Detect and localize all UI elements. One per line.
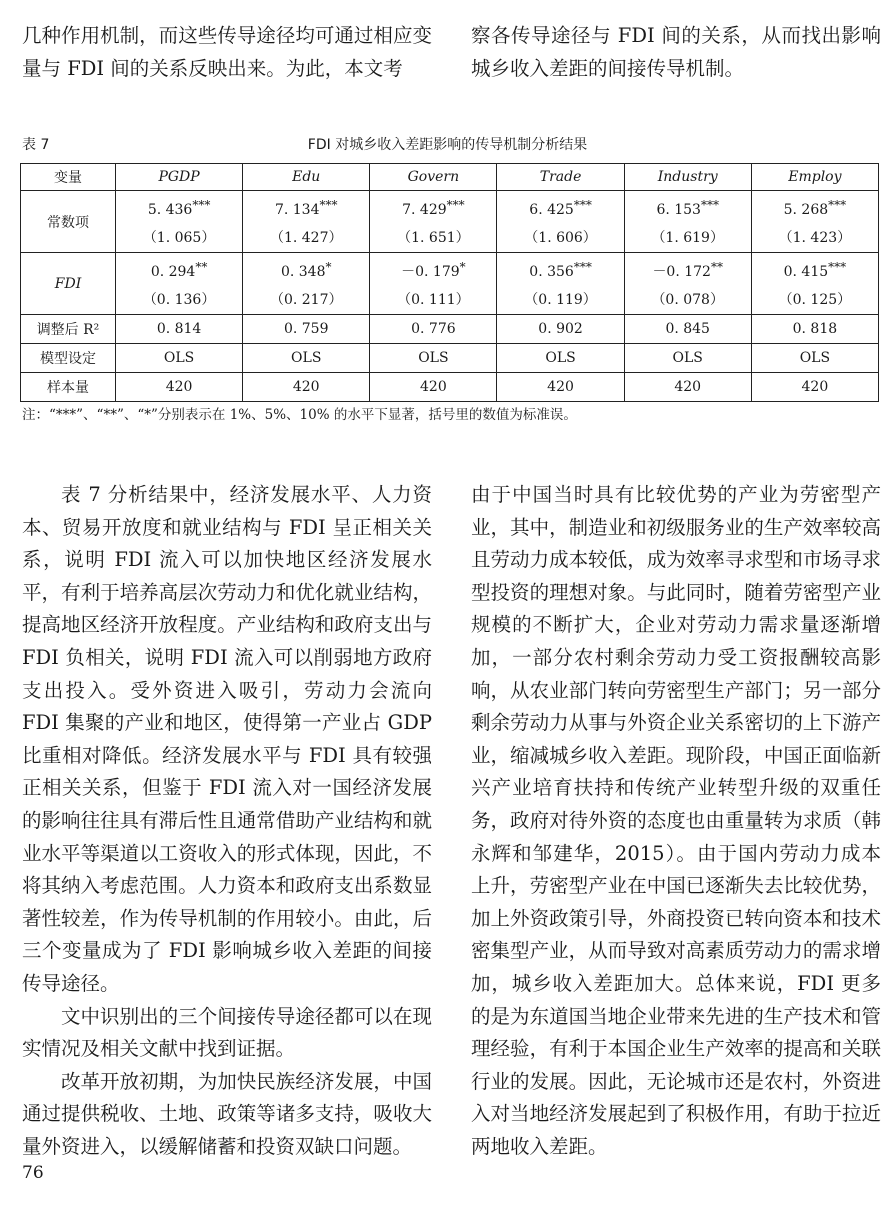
coef-value: －0. 179: [401, 264, 460, 280]
model-cell: OLS: [370, 344, 497, 373]
significance-stars: **: [195, 260, 208, 274]
significance-stars: ***: [828, 260, 847, 274]
row-label-constant: 常数项: [21, 191, 116, 253]
standard-error: （0. 119）: [524, 292, 597, 308]
header-pgdp: PGDP: [116, 164, 243, 191]
fdi-cell-employ: [751, 253, 878, 315]
header-trade: Trade: [497, 164, 624, 191]
table-header-row: [21, 164, 879, 191]
standard-error: （1. 065）: [142, 230, 216, 246]
standard-error: （1. 619）: [651, 230, 724, 246]
row-label-fdi: FDI: [21, 253, 116, 315]
top-left-paragraph-continuation: [22, 20, 432, 85]
significance-stars: ***: [446, 198, 465, 212]
model-cell: OLS: [497, 344, 624, 373]
coef-value: 0. 294: [150, 264, 196, 280]
significance-stars: *: [325, 260, 332, 274]
r2-cell: 0. 776: [370, 315, 497, 344]
significance-stars: ***: [319, 198, 338, 212]
sample-size-cell: 420: [497, 373, 624, 402]
body-paragraph: 表 7 分析结果中，经济发展水平、人力资本、贸易开放度和就业结构与 FDI 呈正相关关系，说明 FDI 流入可以加快地区经济发展水平，有利于培养高层次劳动力和优化就业结构，提高地区经济开放程度。产业结构和政府支出与 FDI 负相关，说明 FDI 流入可以削弱地方政府支出投入。受外资进入吸引，劳动力会流向 FDI 集聚的产业和地区，使得第一产业占 GDP 比重相对降低。经济发展水平与 FDI 具有较强正相关关系，但鉴于 FDI 流入对一国经济发展的影响往往具有滞后性且通常借助产业结构和就业水平等渠道以工资收入的形式体现，因此，不将其纳入考虑范围。人力资本和政府支出系数显著性较差，作为传导机制的作用较小。由此，后三个变量成为了 FDI 影响城乡收入差距的间接传导途径。: [22, 483, 432, 995]
significance-stars: *: [459, 260, 466, 274]
table-row-model: [21, 344, 879, 373]
r2-cell: 0. 845: [624, 315, 751, 344]
coef-value: 5. 268: [783, 202, 829, 218]
header-employ: Employ: [751, 164, 878, 191]
r2-cell: 0. 902: [497, 315, 624, 344]
row-label-sample-size: 样本量: [21, 373, 116, 402]
results-table: [20, 163, 879, 402]
fdi-cell-edu: [243, 253, 370, 315]
r2-cell: 0. 814: [116, 315, 243, 344]
table-row-adjusted-r2: [21, 315, 879, 344]
coef-value: 5. 436: [147, 202, 193, 218]
coef-value: 0. 415: [783, 264, 829, 280]
header-industry: Industry: [624, 164, 751, 191]
constant-cell-trade: [497, 191, 624, 253]
constant-cell-govern: [370, 191, 497, 253]
significance-stars: ***: [573, 260, 592, 274]
row-label-model: 模型设定: [21, 344, 116, 373]
table-row-constant: [21, 191, 879, 253]
standard-error: （0. 217）: [269, 292, 343, 308]
right-body-column: [471, 479, 881, 1163]
sample-size-cell: 420: [751, 373, 878, 402]
top-left-text: 几种作用机制，而这些传导途径均可通过相应变量与 FDI 间的关系反映出来。为此，本文考: [22, 24, 432, 80]
constant-cell-pgdp: [116, 191, 243, 253]
coef-value: －0. 172: [652, 264, 711, 280]
standard-error: （1. 651）: [397, 230, 470, 246]
model-cell: OLS: [243, 344, 370, 373]
r2-cell: 0. 818: [751, 315, 878, 344]
constant-cell-industry: [624, 191, 751, 253]
header-edu: Edu: [243, 164, 370, 191]
body-paragraph: 改革开放初期，为加快民族经济发展，中国通过提供税收、土地、政策等诸多支持，吸收大量外资进入，以缓解储蓄和投资双缺口问题。: [22, 1069, 432, 1158]
model-cell: OLS: [751, 344, 878, 373]
top-right-paragraph-continuation: [471, 20, 881, 85]
fdi-cell-trade: [497, 253, 624, 315]
significance-stars: ***: [828, 198, 847, 212]
left-body-column: [22, 479, 432, 1163]
table-row-sample-size: [21, 373, 879, 402]
coef-value: 7. 134: [274, 202, 320, 218]
constant-cell-employ: [751, 191, 878, 253]
header-govern: Govern: [370, 164, 497, 191]
standard-error: （0. 136）: [142, 292, 216, 308]
table-title: FDI 对城乡收入差距影响的传导机制分析结果: [307, 137, 588, 153]
constant-cell-edu: [243, 191, 370, 253]
coef-value: 7. 429: [402, 202, 447, 218]
significance-stars: ***: [192, 198, 211, 212]
sample-size-cell: 420: [116, 373, 243, 402]
sample-size-cell: 420: [370, 373, 497, 402]
sample-size-cell: 420: [243, 373, 370, 402]
body-paragraph: 由于中国当时具有比较优势的产业为劳密型产业，其中，制造业和初级服务业的生产效率较高且劳动力成本较低，成为效率寻求型和市场寻求型投资的理想对象。与此同时，随着劳密型产业规模的不断扩大，企业对劳动力需求量逐渐增加，一部分农村剩余劳动力受工资报酬较高影响，从农业部门转向劳密型生产部门；另一部分剩余劳动力从事与外资企业关系密切的上下游产业，缩减城乡收入差距。现阶段，中国正面临新兴产业培育扶持和传统产业转型升级的双重任务，政府对待外资的态度也由重量转为求质（韩永辉和邹建华，2015）。由于国内劳动力成本上升，劳密型产业在中国已逐渐失去比较优势，加上外资政策引导，外商投资已转向资本和技术密集型产业，从而导致对高素质劳动力的需求增加，城乡收入差距加大。总体来说，FDI 更多的是为东道国当地企业带来先进的生产技术和管理经验，有利于本国企业生产效率的提高和关联行业的发展。因此，无论城市还是农村，外资进入对当地经济发展起到了积极作用，有助于拉近两地收入差距。: [471, 483, 881, 1158]
row-label-adjusted-r2: 调整后 R²: [21, 315, 116, 344]
standard-error: （0. 125）: [778, 292, 852, 308]
body-paragraph: 文中识别出的三个间接传导途径都可以在现实情况及相关文献中找到证据。: [22, 1004, 432, 1061]
significance-stars: **: [710, 260, 723, 274]
standard-error: （1. 606）: [524, 230, 597, 246]
standard-error: （0. 078）: [651, 292, 724, 308]
fdi-cell-pgdp: [116, 253, 243, 315]
significance-stars: ***: [573, 198, 592, 212]
standard-error: （1. 427）: [269, 230, 343, 246]
model-cell: OLS: [624, 344, 751, 373]
header-variable: 变量: [21, 164, 116, 191]
table-row-fdi: [21, 253, 879, 315]
coef-value: 0. 348: [280, 264, 326, 280]
standard-error: （1. 423）: [778, 230, 852, 246]
coef-value: 0. 356: [529, 264, 574, 280]
fdi-cell-industry: [624, 253, 751, 315]
significance-stars: ***: [700, 198, 719, 212]
top-right-text: 察各传导途径与 FDI 间的关系，从而找出影响城乡收入差距的间接传导机制。: [471, 24, 881, 80]
coef-value: 6. 153: [656, 202, 701, 218]
model-cell: OLS: [116, 344, 243, 373]
fdi-cell-govern: [370, 253, 497, 315]
standard-error: （0. 111）: [397, 292, 470, 308]
coef-value: 6. 425: [529, 202, 574, 218]
r2-cell: 0. 759: [243, 315, 370, 344]
page-number: 76: [22, 1163, 44, 1183]
table-label: 表 7: [22, 137, 50, 153]
table-note: 注：“***”、“**”、“*”分别表示在 1%、5%、10% 的水平下显著，括号里的数值为标准误。: [22, 407, 577, 423]
sample-size-cell: 420: [624, 373, 751, 402]
